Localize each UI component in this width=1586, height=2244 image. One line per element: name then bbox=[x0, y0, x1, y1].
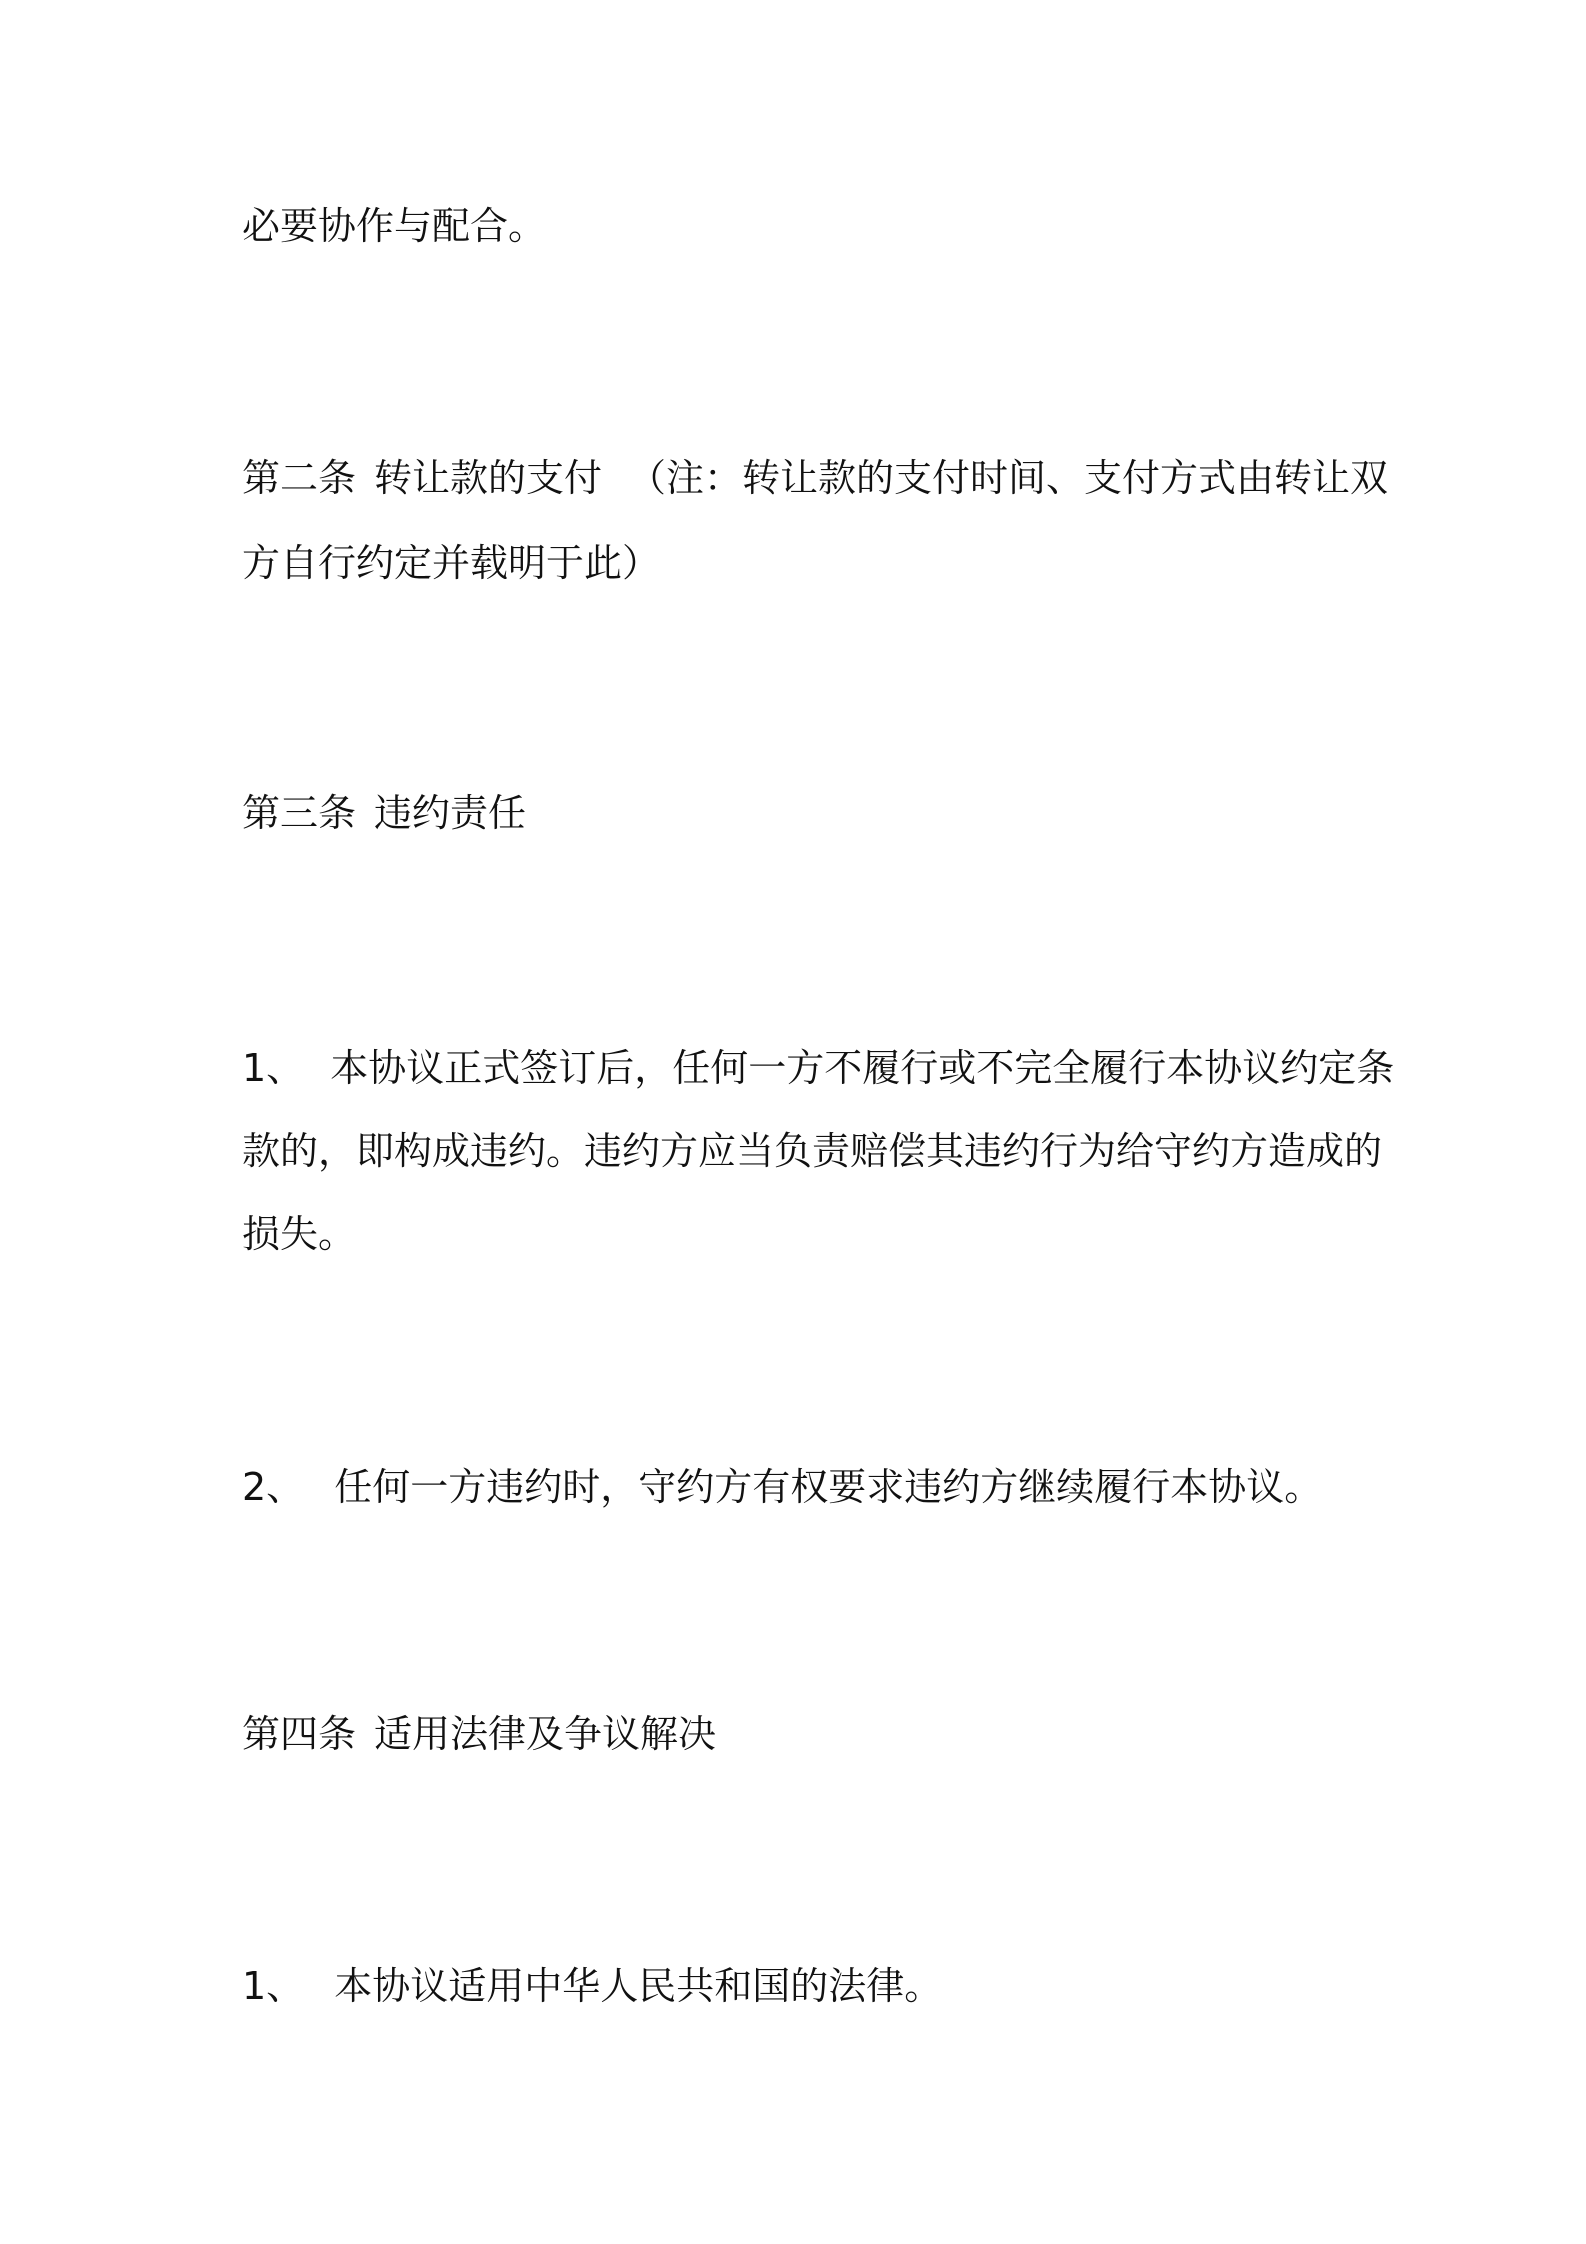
continuation-text bbox=[242, 198, 1362, 254]
article-2-number: 第二条 bbox=[242, 456, 357, 500]
article-4-clause-1 bbox=[242, 1958, 1362, 2014]
continuation-line: 必要协作与配合。 bbox=[242, 204, 547, 248]
clause-number: 1、 bbox=[242, 1046, 305, 1090]
clause-text: 任何一方违约时，守约方有权要求违约方继续履行本协议。 bbox=[334, 1465, 1323, 1509]
article-2-note-line-2: 方自行约定并载明于此） bbox=[242, 541, 661, 585]
clause-number: 1、 bbox=[242, 1964, 305, 2008]
clause-text-line-3: 损失。 bbox=[242, 1212, 357, 1256]
article-2-note-continued bbox=[242, 535, 1362, 591]
article-3-clause-1-cont bbox=[242, 1123, 1383, 1179]
clause-text-line-2: 款的，即构成违约。违约方应当负责赔偿其违约行为给守约方造成的 bbox=[242, 1129, 1383, 1173]
article-3-clause-1-cont-2 bbox=[242, 1206, 1362, 1262]
article-2-note-line-1: （注：转让款的支付时间、支付方式由转让双 bbox=[628, 456, 1389, 500]
article-4-heading bbox=[242, 1706, 1362, 1762]
article-4-number: 第四条 bbox=[242, 1712, 357, 1756]
clause-text: 本协议适用中华人民共和国的法律。 bbox=[334, 1964, 943, 2008]
article-3-heading bbox=[242, 785, 1362, 841]
article-3-title: 违约责任 bbox=[374, 791, 527, 835]
article-2-title: 转让款的支付 bbox=[374, 456, 603, 500]
clause-text-line-1: 本协议正式签订后，任何一方不履行或不完全履行本协议约定条 bbox=[330, 1046, 1395, 1090]
clause-number: 2、 bbox=[242, 1465, 305, 1509]
article-3-number: 第三条 bbox=[242, 791, 357, 835]
article-3-clause-1 bbox=[242, 1040, 1395, 1096]
article-3-clause-2 bbox=[242, 1459, 1362, 1515]
article-2-heading bbox=[242, 450, 1389, 506]
article-4-title: 适用法律及争议解决 bbox=[374, 1712, 717, 1756]
